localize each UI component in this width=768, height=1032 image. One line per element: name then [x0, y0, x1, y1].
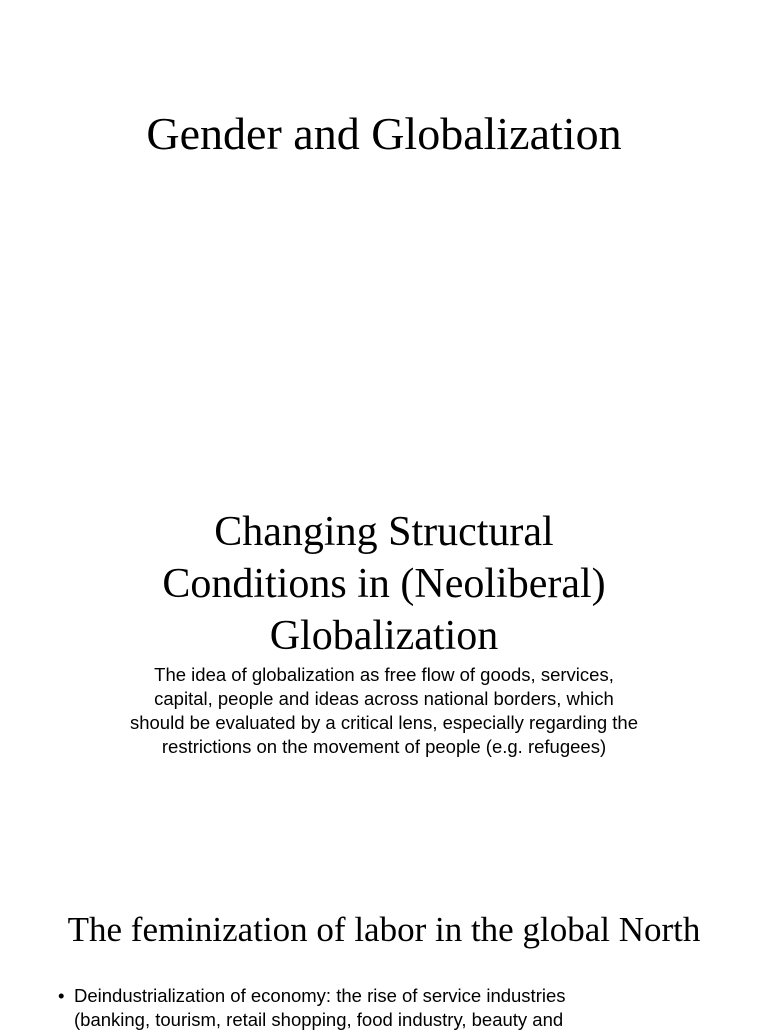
bullet-line: (banking, tourism, retail shopping, food industry, beauty and [74, 1009, 564, 1030]
slide-3-title: The feminization of labor in the global North [67, 910, 701, 949]
slide-2-title-line: Globalization [269, 613, 499, 659]
slide-3-bullet-list [58, 984, 738, 1032]
slide-1-title: Gender and Globalization [146, 108, 622, 159]
slide-2-title [0, 506, 768, 662]
slide-2-body-line: capital, people and ideas across national borders, which [154, 688, 614, 709]
slide-2-body-line: restrictions on the movement of people (e.g. refugees) [161, 736, 607, 757]
slide-2-title-line: Conditions in (Neoliberal) [162, 561, 606, 607]
slide-2-body-line: should be evaluated by a critical lens, especially regarding the [129, 712, 639, 733]
bullet-line: Deindustrialization of economy: the rise of service industries [74, 985, 566, 1006]
slide-2-title-line: Changing Structural [214, 509, 554, 555]
bullet-marker: • [58, 985, 65, 1006]
bullet-item [58, 984, 738, 1032]
slide-2-body-line: The idea of globalization as free flow of goods, services, [154, 664, 614, 685]
slide-2-body-text [90, 663, 678, 759]
